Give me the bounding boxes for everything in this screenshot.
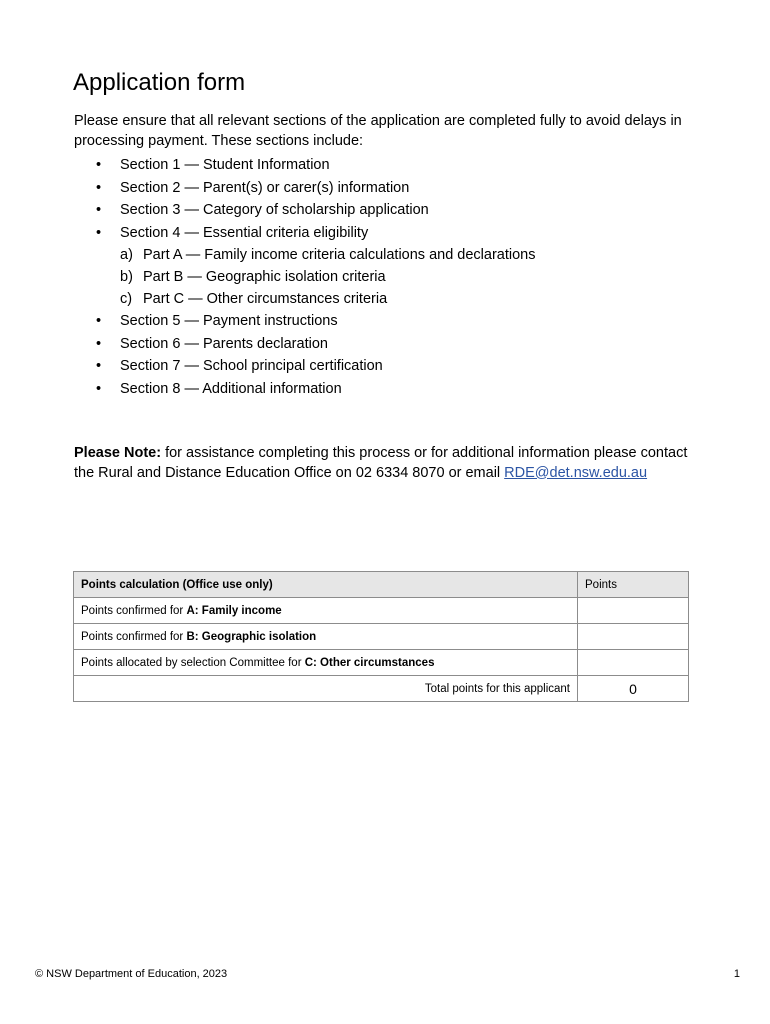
sub-letter: b) — [120, 269, 133, 285]
row-label — [74, 598, 578, 624]
assistance-note — [74, 444, 699, 483]
row-label-category: B: Geographic isolation — [186, 630, 317, 643]
bullet-icon: • — [96, 224, 102, 241]
table-row — [74, 650, 689, 676]
sub-list-item — [74, 288, 694, 310]
row-label-prefix: Points allocated by selection Committee for — [81, 656, 305, 669]
bullet-icon: • — [96, 335, 102, 352]
sub-list-item — [74, 266, 694, 288]
row-label-prefix: Points confirmed for — [81, 604, 187, 617]
row-label-category: C: Other circumstances — [304, 656, 435, 669]
sub-letter: c) — [120, 291, 133, 307]
table-row — [74, 598, 689, 624]
footer-copyright: © NSW Department of Education, 2023 — [35, 968, 228, 980]
sub-letter: a) — [120, 247, 133, 263]
section-label: Section 8 — Additional information — [120, 380, 342, 397]
sub-label: Part B — Geographic isolation criteria — [143, 269, 386, 285]
sub-list-item — [74, 244, 694, 266]
bullet-icon: • — [96, 202, 102, 218]
bullet-icon: • — [96, 358, 102, 374]
section-label: Section 4 — Essential criteria eligibility — [120, 224, 369, 241]
sections-list — [74, 154, 694, 400]
section-label: Section 5 — Payment instructions — [120, 313, 338, 329]
sub-label: Part C — Other circumstances criteria — [143, 291, 388, 307]
bullet-icon: • — [96, 380, 102, 397]
note-label: Please Note: — [74, 445, 162, 461]
table-header-main: Points calculation (Office use only) — [74, 572, 578, 598]
list-item — [74, 199, 694, 222]
table-header-row — [74, 572, 689, 598]
list-item — [74, 333, 694, 356]
list-item — [74, 310, 694, 333]
total-value: 0 — [578, 676, 689, 702]
table-total-row — [74, 676, 689, 702]
section-label: Section 2 — Parent(s) or carer(s) information — [120, 179, 410, 196]
footer-page-number: 1 — [733, 968, 740, 980]
bullet-icon: • — [96, 179, 102, 196]
page-title: Application form — [73, 69, 246, 96]
points-cell[interactable] — [578, 624, 689, 650]
list-item — [74, 378, 694, 401]
total-label: Total points for this applicant — [74, 676, 578, 702]
list-item — [74, 355, 694, 378]
row-label — [74, 624, 578, 650]
table-header-points: Points — [578, 572, 689, 598]
section-label: Section 7 — School principal certification — [120, 358, 383, 374]
list-item — [74, 222, 694, 245]
list-item — [74, 154, 694, 177]
points-cell[interactable] — [578, 598, 689, 624]
email-link[interactable]: RDE@det.nsw.edu.au — [504, 464, 648, 481]
points-cell[interactable] — [578, 650, 689, 676]
list-item — [74, 177, 694, 200]
section-label: Section 3 — Category of scholarship application — [120, 202, 429, 218]
section-label: Section 1 — Student Information — [120, 157, 330, 173]
bullet-icon: • — [96, 157, 102, 173]
points-calculation-table — [73, 571, 689, 702]
section-label: Section 6 — Parents declaration — [120, 335, 328, 352]
note-text: for assistance completing this process or for additional information please contact the Rural and Distance Education Office on 02 6334 8070 or email — [74, 445, 688, 481]
bullet-icon: • — [96, 313, 102, 329]
row-label-category: A: Family income — [186, 604, 282, 617]
row-label — [74, 650, 578, 676]
sub-label: Part A — Family income criteria calculations and declarations — [143, 247, 536, 263]
intro-paragraph: Please ensure that all relevant sections of the application are completed fully to avoid delays in processing payment. These sections include: — [74, 113, 682, 149]
row-label-prefix: Points confirmed for — [81, 630, 187, 643]
table-row — [74, 624, 689, 650]
